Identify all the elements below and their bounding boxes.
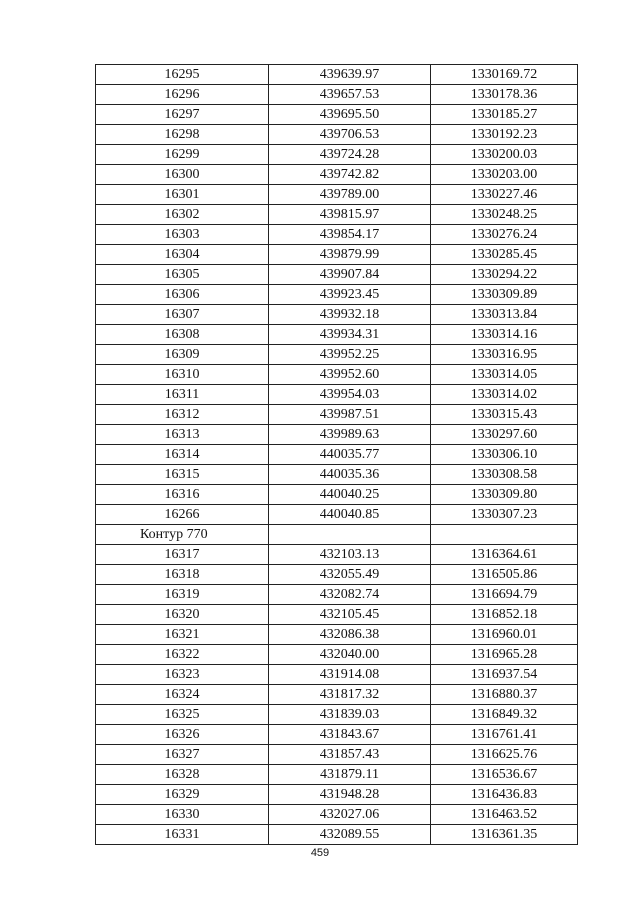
table-row: [96, 585, 578, 605]
point-id-cell: 16266: [96, 505, 269, 525]
y-coordinate-cell: 1330314.02: [431, 385, 578, 405]
x-coordinate-cell: 440035.77: [269, 445, 431, 465]
x-coordinate-cell: 432040.00: [269, 645, 431, 665]
y-coordinate-cell: 1330315.43: [431, 405, 578, 425]
x-coordinate-cell: 439952.25: [269, 345, 431, 365]
x-coordinate-cell: 439695.50: [269, 105, 431, 125]
y-coordinate-cell: 1330276.24: [431, 225, 578, 245]
table-row: [96, 685, 578, 705]
point-id-cell: 16299: [96, 145, 269, 165]
y-coordinate-cell: 1330314.16: [431, 325, 578, 345]
table-row: [96, 365, 578, 385]
y-coordinate-cell: 1330308.58: [431, 465, 578, 485]
x-coordinate-cell: 431879.11: [269, 765, 431, 785]
table-row: [96, 725, 578, 745]
y-coordinate-cell: 1330309.89: [431, 285, 578, 305]
y-coordinate-cell: 1330294.22: [431, 265, 578, 285]
x-coordinate-cell: 439934.31: [269, 325, 431, 345]
y-coordinate-cell: 1330192.23: [431, 125, 578, 145]
table-row: [96, 345, 578, 365]
table-row: [96, 405, 578, 425]
coordinates-table-container: [95, 64, 577, 845]
point-id-cell: 16327: [96, 745, 269, 765]
y-coordinate-cell: 1330316.95: [431, 345, 578, 365]
point-id-cell: 16309: [96, 345, 269, 365]
point-id-cell: 16325: [96, 705, 269, 725]
point-id-cell: 16331: [96, 825, 269, 845]
table-row: [96, 465, 578, 485]
y-coordinate-cell: 1330307.23: [431, 505, 578, 525]
x-coordinate-cell: 439742.82: [269, 165, 431, 185]
y-coordinate-cell: 1316852.18: [431, 605, 578, 625]
y-coordinate-cell: 1316965.28: [431, 645, 578, 665]
table-row: [96, 825, 578, 845]
point-id-cell: 16324: [96, 685, 269, 705]
point-id-cell: 16329: [96, 785, 269, 805]
point-id-cell: 16316: [96, 485, 269, 505]
x-coordinate-cell: 432089.55: [269, 825, 431, 845]
y-coordinate-cell: 1330169.72: [431, 65, 578, 85]
section-row: [96, 525, 578, 545]
table-row: [96, 605, 578, 625]
x-coordinate-cell: 431914.08: [269, 665, 431, 685]
table-row: [96, 705, 578, 725]
point-id-cell: 16326: [96, 725, 269, 745]
x-coordinate-cell: 431843.67: [269, 725, 431, 745]
point-id-cell: 16305: [96, 265, 269, 285]
x-coordinate-cell: 439952.60: [269, 365, 431, 385]
page-number: 459: [310, 847, 330, 859]
x-coordinate-cell: 439639.97: [269, 65, 431, 85]
point-id-cell: 16295: [96, 65, 269, 85]
point-id-cell: 16312: [96, 405, 269, 425]
y-coordinate-cell: 1330185.27: [431, 105, 578, 125]
point-id-cell: 16302: [96, 205, 269, 225]
table-row: [96, 305, 578, 325]
table-row: [96, 425, 578, 445]
y-coordinate-cell: 1330227.46: [431, 185, 578, 205]
table-row: [96, 65, 578, 85]
table-row: [96, 805, 578, 825]
y-coordinate-cell: 1330314.05: [431, 365, 578, 385]
x-coordinate-cell: 439706.53: [269, 125, 431, 145]
point-id-cell: 16330: [96, 805, 269, 825]
point-id-cell: 16317: [96, 545, 269, 565]
point-id-cell: 16319: [96, 585, 269, 605]
y-coordinate-cell: 1316937.54: [431, 665, 578, 685]
point-id-cell: 16306: [96, 285, 269, 305]
x-coordinate-cell: 432086.38: [269, 625, 431, 645]
x-coordinate-cell: 431857.43: [269, 745, 431, 765]
y-coordinate-cell: 1330309.80: [431, 485, 578, 505]
table-row: [96, 85, 578, 105]
x-coordinate-cell: 431948.28: [269, 785, 431, 805]
x-coordinate-cell: 440035.36: [269, 465, 431, 485]
point-id-cell: 16300: [96, 165, 269, 185]
x-coordinate-cell: 432103.13: [269, 545, 431, 565]
table-row: [96, 645, 578, 665]
empty-cell: [269, 525, 431, 545]
x-coordinate-cell: 439789.00: [269, 185, 431, 205]
y-coordinate-cell: 1316436.83: [431, 785, 578, 805]
table-row: [96, 265, 578, 285]
y-coordinate-cell: 1330297.60: [431, 425, 578, 445]
table-row: [96, 225, 578, 245]
x-coordinate-cell: 440040.25: [269, 485, 431, 505]
point-id-cell: 16328: [96, 765, 269, 785]
x-coordinate-cell: 439932.18: [269, 305, 431, 325]
table-row: [96, 445, 578, 465]
point-id-cell: 16311: [96, 385, 269, 405]
point-id-cell: 16304: [96, 245, 269, 265]
y-coordinate-cell: 1330203.00: [431, 165, 578, 185]
coordinates-table: [95, 64, 578, 845]
y-coordinate-cell: 1316463.52: [431, 805, 578, 825]
point-id-cell: 16321: [96, 625, 269, 645]
table-row: [96, 145, 578, 165]
x-coordinate-cell: 439907.84: [269, 265, 431, 285]
x-coordinate-cell: 439854.17: [269, 225, 431, 245]
y-coordinate-cell: 1330285.45: [431, 245, 578, 265]
y-coordinate-cell: 1316761.41: [431, 725, 578, 745]
point-id-cell: 16297: [96, 105, 269, 125]
table-row: [96, 325, 578, 345]
x-coordinate-cell: 439954.03: [269, 385, 431, 405]
table-row: [96, 285, 578, 305]
y-coordinate-cell: 1330313.84: [431, 305, 578, 325]
point-id-cell: 16307: [96, 305, 269, 325]
point-id-cell: 16301: [96, 185, 269, 205]
y-coordinate-cell: 1316364.61: [431, 545, 578, 565]
x-coordinate-cell: 439989.63: [269, 425, 431, 445]
table-row: [96, 565, 578, 585]
empty-cell: [431, 525, 578, 545]
table-row: [96, 385, 578, 405]
y-coordinate-cell: 1316361.35: [431, 825, 578, 845]
point-id-cell: 16322: [96, 645, 269, 665]
table-row: [96, 205, 578, 225]
y-coordinate-cell: 1330248.25: [431, 205, 578, 225]
y-coordinate-cell: 1330178.36: [431, 85, 578, 105]
x-coordinate-cell: 432055.49: [269, 565, 431, 585]
point-id-cell: 16320: [96, 605, 269, 625]
x-coordinate-cell: 439923.45: [269, 285, 431, 305]
point-id-cell: 16315: [96, 465, 269, 485]
y-coordinate-cell: 1316536.67: [431, 765, 578, 785]
table-row: [96, 765, 578, 785]
x-coordinate-cell: 439657.53: [269, 85, 431, 105]
x-coordinate-cell: 439879.99: [269, 245, 431, 265]
table-row: [96, 125, 578, 145]
y-coordinate-cell: 1330306.10: [431, 445, 578, 465]
table-row: [96, 165, 578, 185]
point-id-cell: 16303: [96, 225, 269, 245]
x-coordinate-cell: 431839.03: [269, 705, 431, 725]
y-coordinate-cell: 1316849.32: [431, 705, 578, 725]
table-row: [96, 665, 578, 685]
y-coordinate-cell: 1330200.03: [431, 145, 578, 165]
y-coordinate-cell: 1316880.37: [431, 685, 578, 705]
x-coordinate-cell: 439724.28: [269, 145, 431, 165]
table-row: [96, 625, 578, 645]
point-id-cell: 16318: [96, 565, 269, 585]
x-coordinate-cell: 432027.06: [269, 805, 431, 825]
point-id-cell: 16314: [96, 445, 269, 465]
x-coordinate-cell: 439815.97: [269, 205, 431, 225]
x-coordinate-cell: 440040.85: [269, 505, 431, 525]
table-row: [96, 185, 578, 205]
x-coordinate-cell: 439987.51: [269, 405, 431, 425]
y-coordinate-cell: 1316694.79: [431, 585, 578, 605]
coordinates-table-body: [96, 65, 578, 845]
section-label: Контур 770: [96, 525, 269, 545]
y-coordinate-cell: 1316505.86: [431, 565, 578, 585]
point-id-cell: 16310: [96, 365, 269, 385]
point-id-cell: 16296: [96, 85, 269, 105]
table-row: [96, 485, 578, 505]
point-id-cell: 16323: [96, 665, 269, 685]
table-row: [96, 745, 578, 765]
table-row: [96, 785, 578, 805]
table-row: [96, 105, 578, 125]
y-coordinate-cell: 1316625.76: [431, 745, 578, 765]
x-coordinate-cell: 432082.74: [269, 585, 431, 605]
point-id-cell: 16308: [96, 325, 269, 345]
x-coordinate-cell: 432105.45: [269, 605, 431, 625]
table-row: [96, 505, 578, 525]
x-coordinate-cell: 431817.32: [269, 685, 431, 705]
point-id-cell: 16313: [96, 425, 269, 445]
table-row: [96, 545, 578, 565]
table-row: [96, 245, 578, 265]
y-coordinate-cell: 1316960.01: [431, 625, 578, 645]
point-id-cell: 16298: [96, 125, 269, 145]
